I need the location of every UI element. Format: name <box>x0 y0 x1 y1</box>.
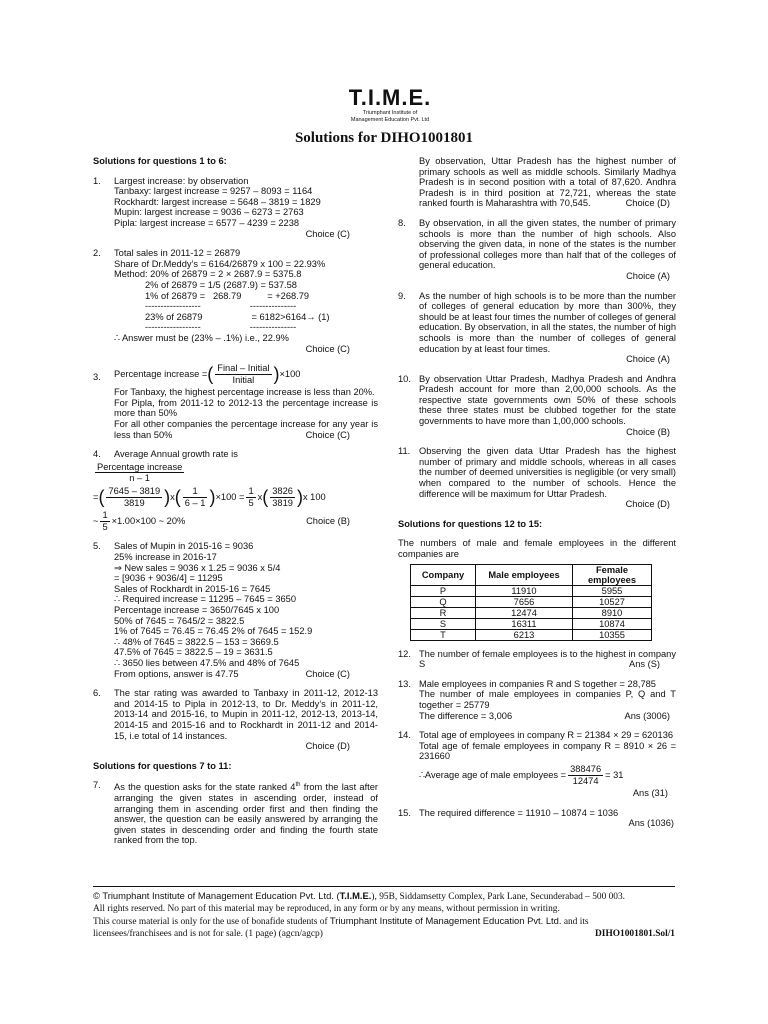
fraction <box>183 486 208 508</box>
solution-text: By observation, Uttar Pradesh has the highest number of primary schools as well as middle schools. Similarly Madhya Pradesh is in second position with a total of 87,620. Andhra Pradesh is in third position at 72,721, whereas the state ranked fourth is Maharashtra with 70,545. <box>419 156 676 209</box>
document-code: DIHO1001801.Sol/1 <box>595 929 675 939</box>
question-number: 6. <box>93 688 101 699</box>
solution-line: ∴ Answer must be (23% – .1%) i.e., 22.9% <box>114 332 289 343</box>
question-number: 5. <box>93 541 101 552</box>
solution-line: Total sales in 2011-12 = 26879 <box>114 248 241 259</box>
table-cell: 5955 <box>573 585 652 596</box>
fraction-denominator: 3819 <box>272 497 293 508</box>
solution-line: 23% of 26879 = 6182>6164→ (1) <box>114 311 330 322</box>
fraction <box>95 462 184 484</box>
solution-1 <box>93 176 378 240</box>
table-cell: P <box>411 585 476 596</box>
answer-label: Ans (S) <box>629 659 660 670</box>
times-sign: x <box>170 491 175 502</box>
solution-5 <box>93 541 378 679</box>
footer-line-4: licensees/franchisees and is not for sale. (1 page) (agcn/agcp) <box>93 929 323 939</box>
table-row <box>411 596 652 607</box>
solution-7 <box>93 780 378 846</box>
fraction <box>270 486 295 508</box>
paren-open: ( <box>174 487 181 508</box>
table-row <box>411 607 652 618</box>
solution-line: ------------------ --------------- <box>114 322 297 333</box>
solution-11 <box>398 446 676 510</box>
paren-open: ( <box>98 487 105 508</box>
formula-line <box>114 363 378 385</box>
employees-table <box>410 564 652 641</box>
fraction-denominator: n – 1 <box>129 473 150 484</box>
solution-10 <box>398 374 676 438</box>
solution-line: ∴ Required increase = 11295 – 7645 = 3650 <box>114 594 297 605</box>
table-row <box>411 618 652 629</box>
question-number: 9. <box>398 290 406 301</box>
solution-text: Male employees in companies R and S together = 28,785 <box>419 678 656 689</box>
fraction <box>106 486 162 508</box>
fraction-denominator: 12474 <box>572 775 599 786</box>
solution-text: Total age of female employees in company R = 8910 × 26 = 231660 <box>419 740 676 762</box>
fraction <box>215 363 271 385</box>
choice-label: Choice (B) <box>626 426 670 437</box>
solution-line: ∴ 3650 lies between 47.5% and 48% of 7645 <box>114 657 300 668</box>
formula-line <box>93 510 378 532</box>
solution-line: = [9036 + 9036/4] = 11295 <box>114 573 223 584</box>
logo-subtitle-1: Triumphant Institute of <box>362 110 418 116</box>
solution-text-a: As the question asks for the state ranked 4 <box>114 782 296 793</box>
solution-line: Mupin: largest increase = 9036 – 6273 = 2763 <box>114 207 304 218</box>
solution-line: 1% of 7645 = 76.45 = 76.45 2% of 7645 = 152.9 <box>114 626 313 637</box>
choice-label: Choice (C) <box>305 429 350 440</box>
solution-text: The number of male employees in companies P, Q and T together = 25779 <box>419 689 676 710</box>
question-number: 15. <box>398 807 411 818</box>
question-number: 4. <box>93 449 101 460</box>
fraction-numerator: 1 <box>102 510 108 521</box>
formula-line <box>419 764 676 786</box>
table-cell: 10874 <box>573 618 652 629</box>
choice-label: Choice (D) <box>305 741 350 752</box>
formula-end: x 100 <box>302 491 326 502</box>
table-cell: S <box>411 618 476 629</box>
formula-line <box>93 486 378 508</box>
paren-close: ) <box>296 487 303 508</box>
formula-tail: ×100 <box>279 368 301 379</box>
solution-line: Rockhardt: largest increase = 5648 – 3819 = 1829 <box>114 196 321 207</box>
question-number: 7. <box>93 780 101 791</box>
solution-text <box>114 780 378 846</box>
fraction-denominator: 5 <box>248 497 254 508</box>
solution-line: Pipla: largest increase = 6577 – 4239 = 2238 <box>114 217 300 228</box>
solution-text: The star rating was awarded to Tanbaxy in 2011-12, 2012-13 and 2014-15 to Pipla in 2012-13, to Dr. Meddy’s in 2011-12, 2013-14 and 2015-16, to Mupin in 2011-12, 2012-13, 2013-14, 2014-15 and 2015-16 and to Rockhardt in 2011-12 and 2014-15, i.e total of 14 instances. <box>114 688 378 741</box>
section-heading-1-6: Solutions for questions 1 to 6: <box>93 156 227 166</box>
section-intro: The numbers of male and female employees in the different companies are <box>398 538 676 559</box>
solution-line: Method: 20% of 26879 = 2 × 2687.9 = 5375.8 <box>114 269 302 280</box>
solution-line: 1% of 26879 = 268.79 = +268.79 <box>114 290 310 301</box>
solution-text: By observation Uttar Pradesh, Madhya Pradesh and Andhra Pradesh account for more than 2,00,000 schools. As the respective state governments own 50% of these schools these three states must be clubbed together for the state governments to have more than 1,00,000 schools. <box>419 373 676 427</box>
solution-line: 50% of 7645 = 7645/2 = 3822.5 <box>114 615 245 626</box>
solution-line: ⇒ New sales = 9036 x 1.25 = 9036 x 5/4 <box>114 562 281 573</box>
page-footer <box>93 886 675 940</box>
footer-line-2: All rights reserved. No part of this material may be reproduced, in any form or by any means, without permission in writing. <box>93 904 560 914</box>
choice-label: Choice (C) <box>305 228 350 239</box>
footer-text: and its <box>561 917 589 927</box>
footer-company: Triumphant Institute of Management Education Pvt. Ltd. <box>329 915 562 926</box>
solution-text: The number of female employees is to the highest in company S <box>419 648 676 670</box>
table-cell: 6213 <box>476 629 573 640</box>
solution-6 <box>93 688 378 752</box>
fraction <box>100 510 109 532</box>
table-cell: 8910 <box>573 607 652 618</box>
logo-mark: T.I.M.E. <box>348 85 432 110</box>
footer-copyright: © Triumphant Institute of Management Education Pvt. Ltd. ( <box>93 890 340 901</box>
formula-tail: ×1.00×100 ~ 20% <box>111 516 186 527</box>
solution-line: Percentage increase = 3650/7645 x 100 <box>114 604 280 615</box>
formula-tail: = 31 <box>605 769 624 780</box>
question-number: 8. <box>398 217 406 228</box>
solution-text: For Tanbaxy, the highest percentage increase is less than 20%. <box>114 387 375 398</box>
table-cell: T <box>411 629 476 640</box>
superscript: th <box>295 782 301 789</box>
fraction-denominator: 5 <box>102 521 108 532</box>
question-number: 3. <box>93 372 101 383</box>
section-heading-12-15: Solutions for questions 12 to 15: <box>398 518 543 529</box>
solution-line: Tanbaxy: largest increase = 9257 – 8093 = 1164 <box>114 186 313 197</box>
fraction-numerator: 1 <box>248 486 254 497</box>
solution-line: Share of Dr.Meddy’s = 6164/26879 x 100 = 22.93% <box>114 258 326 269</box>
fraction-numerator: 7645 – 3819 <box>108 486 161 497</box>
fraction-denominator: 3819 <box>123 497 145 508</box>
formula-prefix: = <box>93 491 99 502</box>
paren-close: ) <box>164 487 171 508</box>
table-cell: 10527 <box>573 596 652 607</box>
solution-line: 47.5% of 7645 = 3822.5 – 19 = 3631.5 <box>114 647 273 658</box>
solution-line: From options, answer is 47.75 <box>114 668 239 679</box>
fraction <box>568 764 603 786</box>
section-heading-7-11: Solutions for questions 7 to 11: <box>93 760 232 771</box>
table-row <box>411 629 652 640</box>
logo-subtitle-2: Management Education Pvt. Ltd <box>350 116 430 123</box>
answer-label: Ans (1036) <box>628 818 674 829</box>
fraction-numerator: Percentage increase <box>97 461 183 472</box>
column-header: Company <box>411 564 476 585</box>
footer-line-1 <box>93 890 675 903</box>
left-column <box>93 156 378 855</box>
answer-label: Ans (31) <box>632 788 668 799</box>
formula-mid: ×100 = <box>215 491 245 502</box>
solution-last-line <box>419 711 676 722</box>
solution-line: 25% increase in 2016-17 <box>114 552 217 562</box>
times-sign: x <box>257 491 263 502</box>
choice-label: Choice (A) <box>626 354 670 365</box>
page-title: Solutions for DIHO1001801 <box>294 130 474 146</box>
fraction-numerator: Final – Initial <box>217 363 270 374</box>
solution-line: ------------------ --------------- <box>114 301 297 312</box>
solution-13 <box>398 679 676 721</box>
solution-line: 2% of 26879 = 1/5 (2687.9) = 537.58 <box>114 279 297 290</box>
approx-sign: ~ <box>93 516 99 527</box>
solution-text: The required difference = 11910 – 10874 = 1036 <box>419 807 619 818</box>
paren-close: ) <box>209 487 216 508</box>
solution-text: For Pipla, from 2011-12 to 2012-13 the percentage increase is more than 50% <box>114 397 378 419</box>
table-cell: 16311 <box>476 618 573 629</box>
question-number: 11. <box>398 446 411 457</box>
footer-line-3 <box>93 915 675 928</box>
fraction-numerator: 1 <box>183 486 208 498</box>
question-number: 12. <box>398 648 411 659</box>
solution-15 <box>398 808 676 829</box>
choice-label: Choice (C) <box>305 343 350 354</box>
question-number: 14. <box>398 730 411 741</box>
choice-label: Choice (C) <box>305 668 350 679</box>
fraction-numerator: 3826 <box>272 486 293 497</box>
solution-text-b: from the last after arranging the given states in ascending order, instead of arranging them in ascending order first and then finding the answer, the question can be easily answered by arranging the given states in descending order and finding the fourth state ranked from the top. <box>114 782 378 846</box>
paren-open: ( <box>207 364 214 385</box>
question-number: 13. <box>398 678 411 689</box>
solution-line: Sales of Rockhardt in 2015-16 = 7645 <box>114 583 271 594</box>
solution-text: The difference = 3,006 <box>419 710 513 721</box>
column-header: Female employees <box>573 564 652 585</box>
choice-label: Choice (D) <box>625 499 670 510</box>
table-cell: 10355 <box>573 629 652 640</box>
footer-text: This course material is only for the use of bonafide students of <box>93 917 330 927</box>
solution-line: Largest increase: by observation <box>114 175 249 186</box>
answer-label: Ans (3006) <box>624 710 670 721</box>
table-cell: 11910 <box>476 585 573 596</box>
choice-label: Choice (D) <box>625 198 670 209</box>
solution-14 <box>398 730 676 799</box>
solution-12 <box>398 649 676 670</box>
solution-3 <box>93 363 378 440</box>
solution-line: Sales of Mupin in 2015-16 = 9036 <box>114 541 254 552</box>
table-cell: 7656 <box>476 596 573 607</box>
choice-label: Choice (A) <box>626 270 670 281</box>
table-header-row <box>411 564 652 585</box>
right-column <box>398 156 676 838</box>
footer-address: ), 95B, Siddamsetty Complex, Park Lane, Secunderabad – 500 003. <box>371 892 626 902</box>
question-number: 2. <box>93 248 101 259</box>
fraction-denominator: 6 – 1 <box>184 497 206 508</box>
solution-4 <box>93 449 378 532</box>
time-logo <box>340 86 440 123</box>
formula-lead: Percentage increase = <box>114 368 208 379</box>
table-cell: R <box>411 607 476 618</box>
column-header: Male employees <box>476 564 573 585</box>
question-number: 1. <box>93 175 101 186</box>
solution-text: For all other companies the percentage increase for any year is less than 50% <box>114 419 378 440</box>
footer-brand: T.I.M.E. <box>339 890 372 901</box>
formula-line <box>93 462 378 484</box>
solution-last-line <box>114 669 378 680</box>
paren-close: ) <box>273 364 280 385</box>
solution-9 <box>398 291 676 365</box>
question-number: 10. <box>398 373 411 384</box>
solution-line: ∴ 48% of 7645 = 3822.5 – 153 = 3669.5 <box>114 636 279 647</box>
paren-open: ( <box>262 487 269 508</box>
solution-7-continued <box>398 156 676 209</box>
table-cell: Q <box>411 596 476 607</box>
formula-lead: ∴Average age of male employees = <box>419 769 567 780</box>
fraction-denominator: Initial <box>232 374 255 385</box>
solution-text: As the number of high schools is to be more than the number of colleges of general education by more than 300%, they should be at least four times the number of colleges of general education. By observation, in all the states, the number of high schools is more than the number of colleges of general education by at least four times. <box>419 290 676 354</box>
fraction-numerator: 388476 <box>570 763 602 774</box>
solution-8 <box>398 218 676 282</box>
solution-text: By observation, in all the given states, the number of primary schools is more than the number of high schools. Also observing the given data, in none of the states is the number of professional colleges more than half that of the colleges of general education. <box>419 217 676 271</box>
table-row <box>411 585 652 596</box>
solution-text: Average Annual growth rate is <box>114 449 238 460</box>
choice-label: Choice (B) <box>306 516 350 527</box>
solution-2 <box>93 248 378 354</box>
fraction <box>246 486 255 508</box>
table-cell: 12474 <box>476 607 573 618</box>
solution-text: Total age of employees in company R = 21384 × 29 = 620136 <box>419 730 674 741</box>
solution-text: Observing the given data Uttar Pradesh has the highest number of primary and middle schools, whereas in all cases the number of deemed universities is negligible (or very small) when compared to the number of schools. Hence the difference will be maximum for Uttar Pradesh. <box>419 446 676 499</box>
